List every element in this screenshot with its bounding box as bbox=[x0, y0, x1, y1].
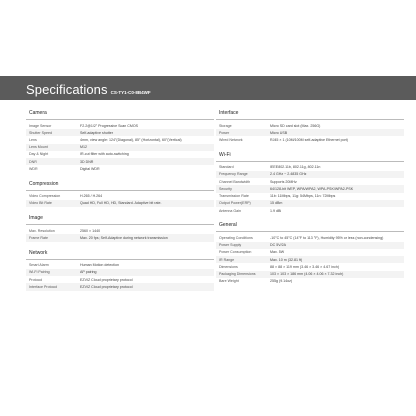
spec-row bbox=[216, 171, 404, 178]
spec-value: M12 bbox=[80, 145, 87, 150]
right-column bbox=[216, 108, 404, 291]
spec-label: Channel Bandwidth bbox=[219, 179, 251, 184]
spec-label: Protocol bbox=[29, 277, 43, 282]
spec-value: Max. 20 fps; Self-Adaptive during network transmission bbox=[80, 235, 168, 240]
spec-row bbox=[26, 269, 214, 276]
spec-value: 255g (9.14oz) bbox=[270, 279, 293, 284]
spec-label: Frequency Range bbox=[219, 172, 248, 177]
specifications-header bbox=[0, 76, 416, 100]
spec-label: Security bbox=[219, 186, 232, 191]
spec-row bbox=[216, 242, 404, 249]
section-title: Compression bbox=[26, 179, 214, 191]
section-network bbox=[26, 248, 214, 291]
spec-label: Frame Rate bbox=[29, 235, 48, 240]
spec-value: EZVIZ Cloud proprietary protocol bbox=[80, 277, 133, 282]
spec-value: Quad HD, Full HD, HD, Standard. Adaptive bit rate. bbox=[80, 201, 162, 206]
spec-label: Wi-Fi Pairing bbox=[29, 270, 50, 275]
section-interface bbox=[216, 108, 404, 144]
spec-value: 4mm, view angle: 124°(Diagonal), 85° (Horizontal), 60°(Vertical) bbox=[80, 137, 182, 142]
spec-row bbox=[26, 234, 214, 241]
spec-label: DNR bbox=[29, 159, 37, 164]
spec-label: Video Bit Rate bbox=[29, 201, 52, 206]
spec-row bbox=[216, 256, 404, 263]
spec-row bbox=[216, 193, 404, 200]
spec-label: Antenna Gain bbox=[219, 208, 241, 213]
spec-label: Power bbox=[219, 130, 230, 135]
spec-row bbox=[26, 276, 214, 283]
section-image bbox=[26, 213, 214, 241]
section-title: Camera bbox=[26, 108, 214, 120]
spec-label: Lens bbox=[29, 137, 37, 142]
spec-value: Micro SD card slot (Max. 256G) bbox=[270, 123, 321, 128]
section-general bbox=[216, 220, 404, 285]
section-compression bbox=[26, 179, 214, 207]
spec-label: Video Compression bbox=[29, 194, 61, 199]
spec-label: IR Range bbox=[219, 257, 235, 262]
spec-row bbox=[216, 136, 404, 143]
spec-label: Smart Alarm bbox=[29, 263, 49, 268]
spec-row bbox=[26, 165, 214, 172]
spec-row bbox=[216, 178, 404, 185]
spec-value: 11b: 11Mbps, 11g: 54Mbps, 11n: 72Mbps bbox=[270, 194, 336, 199]
spec-value: 2560 × 1440 bbox=[80, 228, 101, 233]
spec-row bbox=[26, 200, 214, 207]
spec-value: RJ45 × 1 (10M/100M self-adaptive Ethernet port) bbox=[270, 137, 349, 142]
spec-value: 88 × 88 × 119 mm (3.46 × 3.46 × 4.67 inch) bbox=[270, 264, 340, 269]
spec-label: Storage bbox=[219, 123, 232, 128]
spec-value: 64/128-bit WEP, WPA/WPA2, WPA-PSK/WPA2-PSK bbox=[270, 186, 354, 191]
spec-row bbox=[216, 200, 404, 207]
spec-row bbox=[26, 227, 214, 234]
spec-value: F2.2@1/2" Progressive Scan CMOS bbox=[80, 123, 139, 128]
spec-label: Bare Weight bbox=[219, 279, 239, 284]
page-title: Specifications bbox=[26, 82, 108, 97]
spec-row bbox=[26, 193, 214, 200]
spec-value: 3D DNR bbox=[80, 159, 94, 164]
spec-label: Wired Network bbox=[219, 137, 243, 142]
spec-row bbox=[216, 129, 404, 136]
spec-row bbox=[216, 234, 404, 241]
spec-row bbox=[26, 144, 214, 151]
spec-value: IEEE802.11b, 802.11g, 802.11n bbox=[270, 165, 321, 170]
spec-value: AP pairing bbox=[80, 270, 97, 275]
spec-value: Human Motion detection bbox=[80, 263, 119, 268]
spec-value: Self-adaptive shutter bbox=[80, 130, 113, 135]
model-number: CS-TY1-C0-8B4WF bbox=[110, 90, 151, 95]
spec-label: Packaging Dimensions bbox=[219, 272, 256, 277]
spec-row bbox=[26, 262, 214, 269]
spec-value: 2.4 GHz ~ 2.4835 GHz bbox=[270, 172, 307, 177]
spec-value: 1.9 dBi bbox=[270, 208, 282, 213]
spec-value: Digital WDR bbox=[80, 166, 100, 171]
spec-value: Max. 10 m (32.81 ft) bbox=[270, 257, 303, 262]
spec-label: Standard bbox=[219, 165, 234, 170]
spec-label: Output Power(ERP) bbox=[219, 201, 251, 206]
spec-label: Power Consumption bbox=[219, 250, 252, 255]
spec-label: Dimensions bbox=[219, 264, 238, 269]
spec-row bbox=[26, 136, 214, 143]
spec-row bbox=[216, 271, 404, 278]
section-title: Network bbox=[26, 248, 214, 260]
spec-value: Max. 5W bbox=[270, 250, 285, 255]
left-column bbox=[26, 108, 214, 297]
spec-label: Image Sensor bbox=[29, 123, 52, 128]
spec-label: Power Supply bbox=[219, 243, 242, 248]
spec-value: 15 dBm bbox=[270, 201, 283, 206]
section-wi-fi bbox=[216, 150, 404, 215]
section-camera bbox=[26, 108, 214, 173]
spec-label: Transmission Rate bbox=[219, 194, 249, 199]
spec-row bbox=[26, 129, 214, 136]
spec-label: Shutter Speed bbox=[29, 130, 52, 135]
spec-value: -10°C to 45°C (14°F to 113 °F), Humidity 95% or less (non-condensing) bbox=[270, 235, 384, 240]
section-title: Image bbox=[26, 213, 214, 225]
spec-row bbox=[216, 164, 404, 171]
spec-value: EZVIZ Cloud proprietary protocol bbox=[80, 284, 133, 289]
spec-row bbox=[216, 122, 404, 129]
spec-label: Day & Night bbox=[29, 152, 49, 157]
spec-row bbox=[26, 122, 214, 129]
spec-row bbox=[216, 249, 404, 256]
spec-row bbox=[26, 151, 214, 158]
spec-label: Interface Protocol bbox=[29, 284, 58, 289]
spec-row bbox=[26, 158, 214, 165]
spec-row bbox=[26, 283, 214, 290]
spec-row bbox=[216, 185, 404, 192]
spec-value: Supports 20MHz bbox=[270, 179, 297, 184]
spec-label: Operating Conditions bbox=[219, 235, 253, 240]
spec-value: 103 × 103 × 186 mm (4.06 × 4.06 × 7.32 inch) bbox=[270, 272, 344, 277]
section-title: Wi-Fi bbox=[216, 150, 404, 162]
section-title: Interface bbox=[216, 108, 404, 120]
spec-value: IR-cut filter with auto-switching bbox=[80, 152, 129, 157]
spec-value: Micro USB bbox=[270, 130, 288, 135]
spec-label: Lens Mount bbox=[29, 145, 48, 150]
spec-row bbox=[216, 278, 404, 285]
spec-value: DC 5V/2A bbox=[270, 243, 286, 248]
section-title: General bbox=[216, 220, 404, 232]
spec-row bbox=[216, 207, 404, 214]
spec-label: Max. Resolution bbox=[29, 228, 55, 233]
spec-row bbox=[216, 263, 404, 270]
spec-label: WDR bbox=[29, 166, 38, 171]
spec-value: H.265 / H.264 bbox=[80, 194, 103, 199]
